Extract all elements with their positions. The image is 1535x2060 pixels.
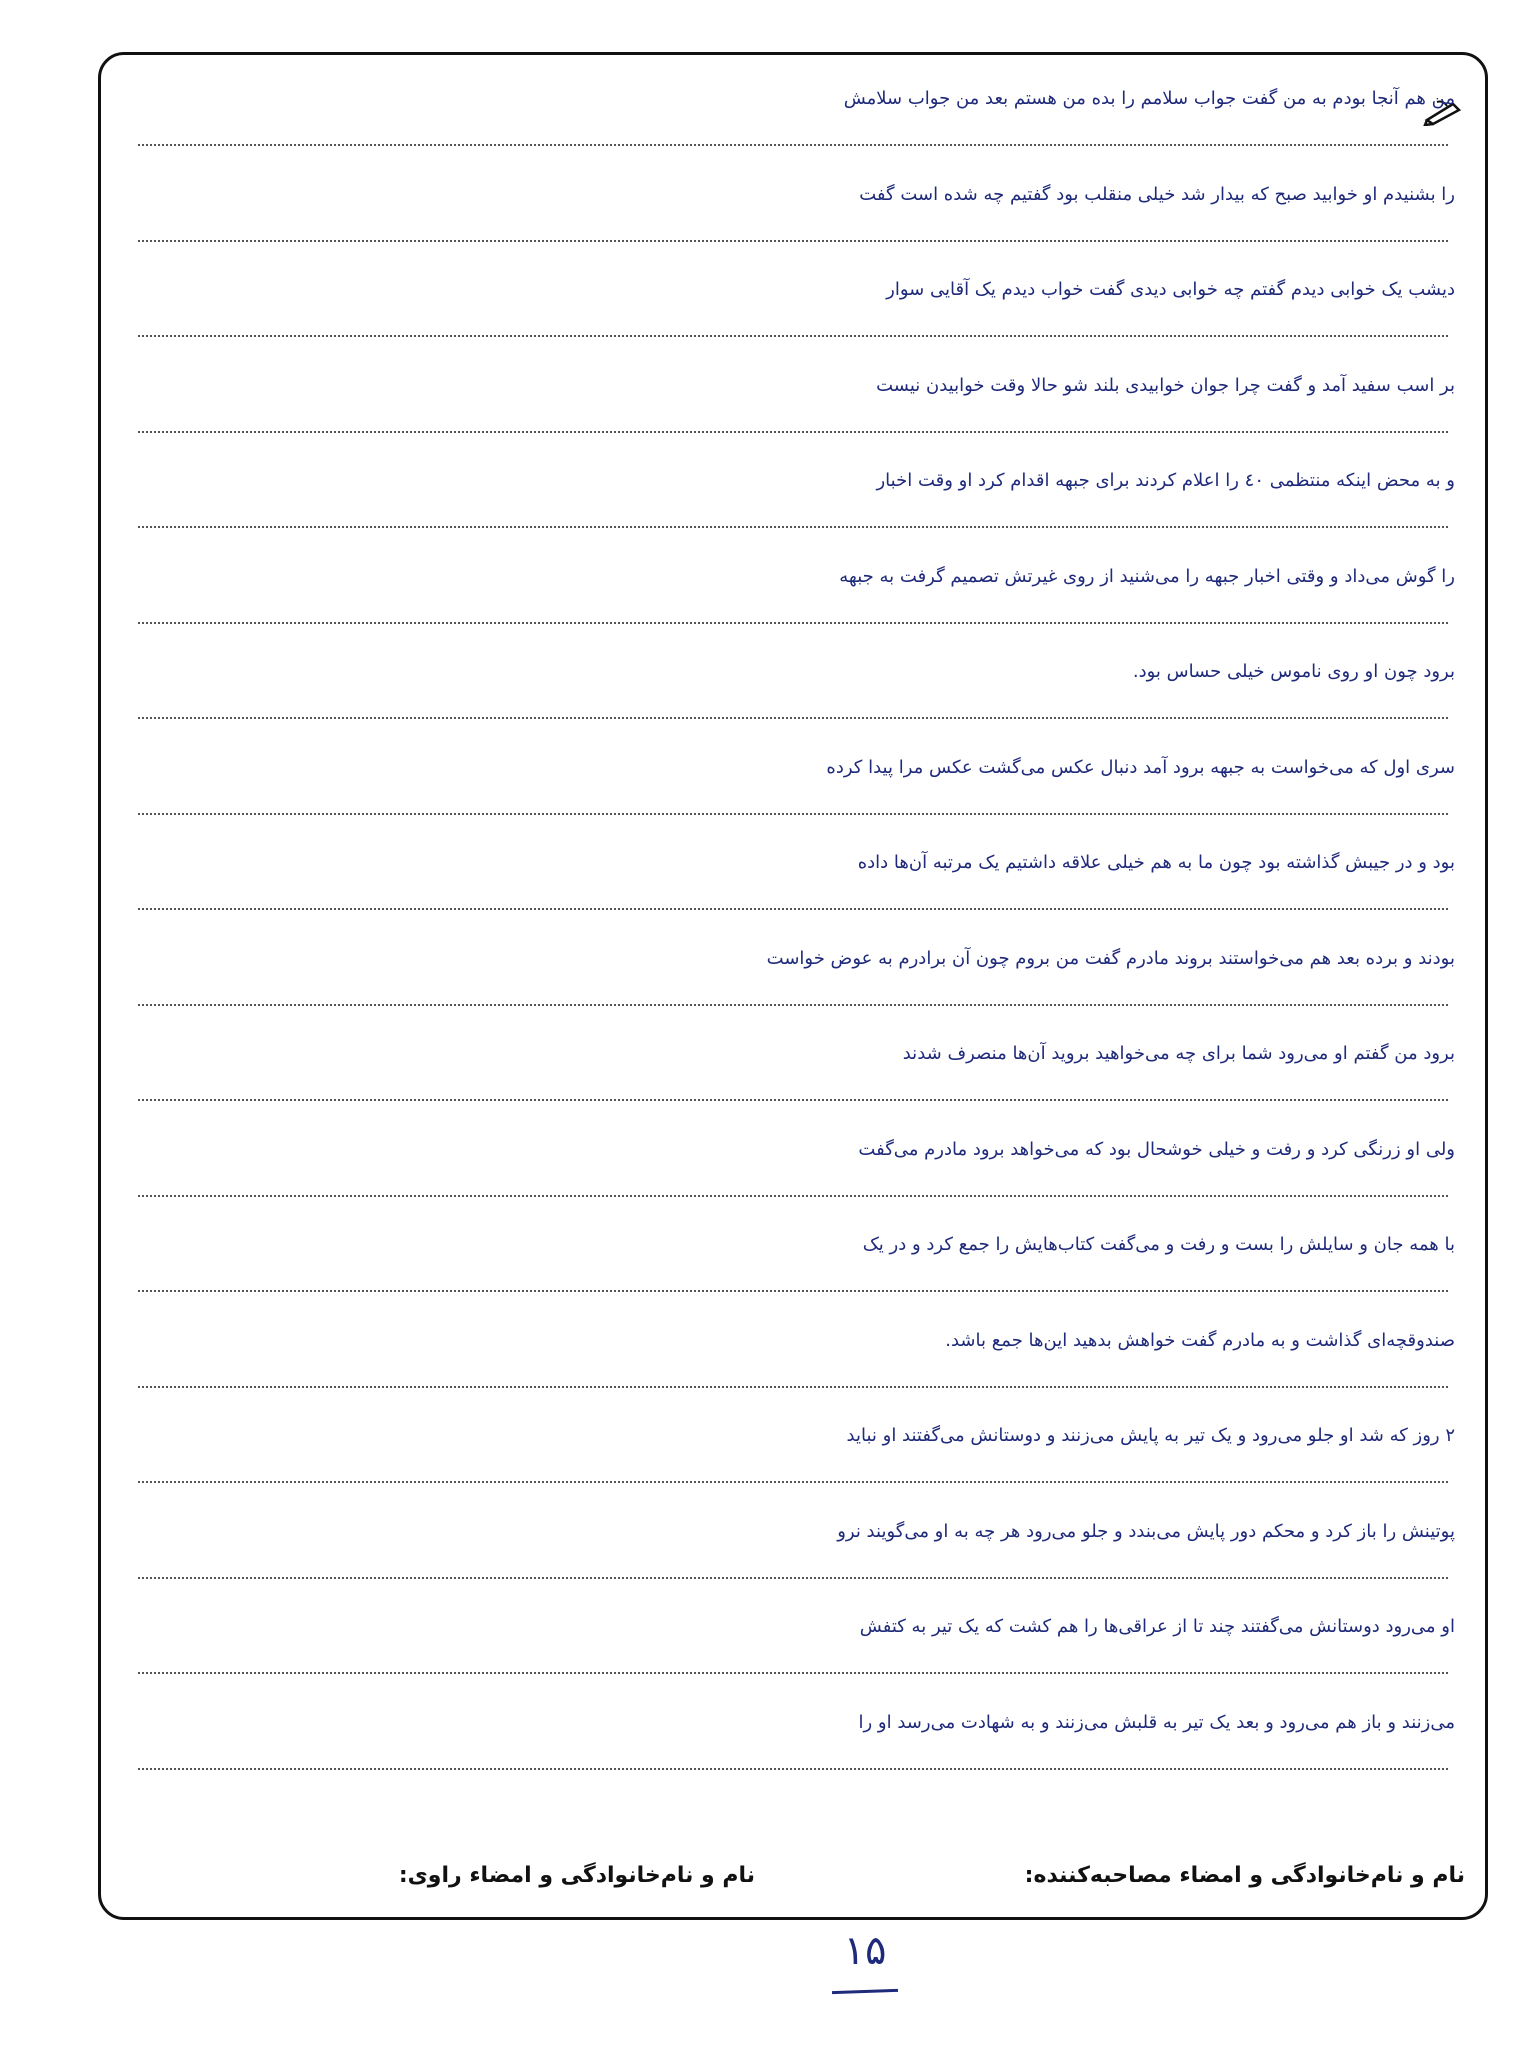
ruled-line <box>138 144 1448 146</box>
text-line: من هم آنجا بودم به من گفت جواب سلامم را بده من هستم بعد من جواب سلامش <box>843 88 1455 109</box>
text-line: با همه جان و سایلش را بست و رفت و می‌گفت کتاب‌هایش را جمع کرد و در یک <box>862 1234 1455 1255</box>
ruled-line <box>138 1386 1448 1388</box>
ruled-line <box>138 717 1448 719</box>
text-line: و به محض اینکه منتظمی ٤٠ را اعلام کردند برای جبهه اقدام کرد او وقت اخبار <box>876 470 1455 491</box>
ruled-line <box>138 431 1448 433</box>
ruled-line <box>138 335 1448 337</box>
page-number: ۱۵ <box>843 1928 887 1974</box>
ruled-line <box>138 1577 1448 1579</box>
ruled-line <box>138 622 1448 624</box>
ruled-line <box>138 1672 1448 1674</box>
ruled-line <box>138 1768 1448 1770</box>
ruled-line <box>138 1099 1448 1101</box>
text-line: برود چون او روی ناموس خیلی حساس بود. <box>1132 661 1455 682</box>
text-line: بر اسب سفید آمد و گفت چرا جوان خوابیدی بلند شو حالا وقت خوابیدن نیست <box>876 374 1455 396</box>
page-frame <box>98 52 1488 1920</box>
text-line: پوتینش را باز کرد و محکم دور پایش می‌بندد و جلو می‌رود هر چه به او می‌گویند نرو <box>837 1520 1455 1542</box>
text-line: را بشنیدم او خوابید صبح که بیدار شد خیلی منقلب بود گفتیم چه شده است گفت <box>859 183 1455 205</box>
text-line: سری اول که می‌خواست به جبهه برود آمد دنبال عکس می‌گشت عکس مرا پیدا کرده <box>826 756 1455 778</box>
ruled-line <box>138 908 1448 910</box>
ruled-line <box>138 813 1448 815</box>
text-line: ۲ روز که شد او جلو می‌رود و یک تیر به پایش می‌زنند و دوستانش می‌گفتند او نباید <box>846 1425 1455 1446</box>
narrator-signature-label: نام و نام‌خانوادگی و امضاء راوی: <box>398 1863 755 1888</box>
text-line: ولی او زرنگی کرد و رفت و خیلی خوشحال بود که می‌خواهد برود مادرم می‌گفت <box>858 1138 1455 1160</box>
interviewer-signature-label: نام و نام‌خانوادگی و امضاء مصاحبه‌کننده: <box>1024 1863 1465 1888</box>
text-line: برود من گفتم او می‌رود شما برای چه می‌خواهید بروید آن‌ها منصرف شدند <box>902 1043 1455 1064</box>
ruled-line <box>138 1195 1448 1197</box>
page-number-underline <box>832 1989 898 1994</box>
text-line: دیشب یک خوابی دیدم گفتم چه خوابی دیدی گفت خواب دیدم یک آقایی سوار <box>886 279 1455 300</box>
text-line: را گوش می‌داد و وقتی اخبار جبهه را می‌شنید از روی غیرتش تصمیم گرفت به جبهه <box>839 565 1455 587</box>
text-line: صندوقچه‌ای گذاشت و به مادرم گفت خواهش بدهید این‌ها جمع باشد. <box>945 1329 1455 1351</box>
text-line: می‌زنند و باز هم می‌رود و بعد یک تیر به قلبش می‌زنند و به شهادت می‌رسد او را <box>858 1711 1455 1733</box>
text-line: بود و در جیبش گذاشته بود چون ما به هم خیلی علاقه داشتیم یک مرتبه آن‌ها داده <box>857 852 1455 873</box>
ruled-line <box>138 240 1448 242</box>
text-line: او می‌رود دوستانش می‌گفتند چند تا از عراقی‌ها را هم کشت که یک تیر به کتفش <box>859 1616 1455 1637</box>
ruled-line <box>138 1004 1448 1006</box>
ruled-line <box>138 1290 1448 1292</box>
ruled-line <box>138 1481 1448 1483</box>
ruled-line <box>138 526 1448 528</box>
text-line: بودند و برده بعد هم می‌خواستند بروند مادرم گفت من بروم چون آن برادرم به عوض خواست <box>766 947 1455 969</box>
